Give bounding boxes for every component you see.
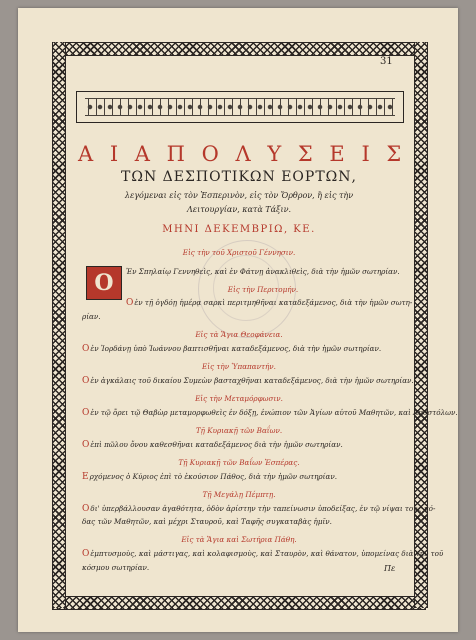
section-heading: Εἰς τὴν τοῦ Χριστοῦ Γέννησιν. xyxy=(182,248,296,257)
text-line: Ἐν Σπηλαίῳ Γεννηθεὶς, καὶ ἐν Φάτνῃ ἀνακλιθεὶς, διὰ τὴν ἡμῶν σωτηρίαν. xyxy=(126,267,400,276)
text-line: Οδι' ὑπερβάλλουσαν ἀγαθότητα, ὁδὸν ἀρίστην τὴν ταπείνωσιν ὑποδείξας, ἐν τῷ νίψαι τοὺς πό- xyxy=(82,504,436,514)
text-line: κόσμου σωτηρίαν. xyxy=(82,563,150,572)
section-heading: Εἰς τὴν Ὑπαπαντήν. xyxy=(202,362,276,371)
ornamental-border-left xyxy=(52,42,66,608)
decorated-initial: Ο xyxy=(86,266,122,300)
text-line: ρίαν. xyxy=(82,312,101,321)
text-line: Οἐπὶ πῶλου ὄνου καθεσθῆναι καταδεξάμενος διὰ τὴν ἡμῶν σωτηρίαν. xyxy=(82,440,343,450)
text-line: Οἐν Ἰορδάνῃ ὑπὸ Ἰωάννου βαπτισθῆναι καταδεξάμενος, διὰ τὴν ἡμῶν σωτηρίαν. xyxy=(82,344,382,354)
section-heading: Εἰς τὴν Μεταμόρφωσιν. xyxy=(195,394,283,403)
text-line: Οἐμπτυσμοὺς, καὶ μάστιγας, καὶ κολαφισμοὺς, καὶ Σταυρὸν, καὶ θάνατον, ὑπομείνας διὰ τὴν τοῦ xyxy=(82,549,444,559)
text-line: Οἐν τῷ ὄρει τῷ Θαβὼρ μεταμορφωθεὶς ἐν δόξῃ, ἐνώπιον τῶν Ἁγίων αὐτοῦ Μαθητῶν, καὶ Ἀποστόλων. xyxy=(82,408,458,418)
month-heading: ΜΗΝΙ ΔΕΚΕΜΒΡΙΩ, ΚΕ. xyxy=(162,224,316,235)
ornamental-border-right xyxy=(414,42,428,608)
section-heading: Εἰς τὰ Ἅγια καὶ Σωτήρια Πάθη. xyxy=(181,535,297,544)
section-heading: Εἰς τὰ Ἅγια Θεοφάνεια. xyxy=(195,330,283,339)
headpiece-ornament xyxy=(76,91,404,123)
catchword: Πε xyxy=(384,564,396,573)
section-heading: Εἰς τὴν Περιτομήν. xyxy=(227,285,299,294)
section-heading: Τῇ Κυριακῇ τῶν Βαΐων Ἑσπέρας. xyxy=(178,458,300,467)
ornamental-border-bottom xyxy=(52,596,426,610)
ornamental-border-top xyxy=(52,42,426,56)
page-number: 31 xyxy=(380,56,393,67)
intro-line-2: Λειτουργίαν, κατὰ Τάξιν. xyxy=(187,205,291,214)
section-heading: Τῇ Κυριακῇ τῶν Βαΐων. xyxy=(195,426,283,435)
section-heading: Τῇ Μεγάλῃ Πέμπτῃ. xyxy=(202,490,276,499)
text-line: Οἐν ἀγκάλαις τοῦ δικαίου Συμεὼν βασταχθῆναι καταδεξάμενος, διὰ τὴν ἡμῶν σωτηρίαν. xyxy=(82,376,414,386)
book-page xyxy=(18,8,458,632)
page-subtitle: ΤΩΝ ΔΕΣΠΟΤΙΚΩΝ ΕΟΡΤΩΝ, xyxy=(121,169,357,185)
page-title: Α Ι Α Π Ο Λ Υ Σ Ε Ι Σ xyxy=(78,142,407,166)
intro-line-1: λεγόμεναι εἰς τὸν Ἑσπερινὸν, εἰς τὸν Ὄρθρον, ἢ εἰς τὴν xyxy=(124,191,354,200)
text-line: Ερχόμενος ὁ Κύριος ἐπὶ τὸ ἑκούσιον Πάθος, διὰ τὴν ἡμῶν σωτηρίαν. xyxy=(82,472,337,482)
text-line: Οἐν τῇ ὀγδόῃ ἡμέρᾳ σαρκὶ περιτμηθῆναι καταδεξάμενος, διὰ τὴν ἡμῶν σωτη- xyxy=(126,298,413,308)
text-line: δας τῶν Μαθητῶν, καὶ μέχρι Σταυροῦ, καὶ Ταφῆς συγκαταβὰς ἡμῖν. xyxy=(82,517,332,526)
